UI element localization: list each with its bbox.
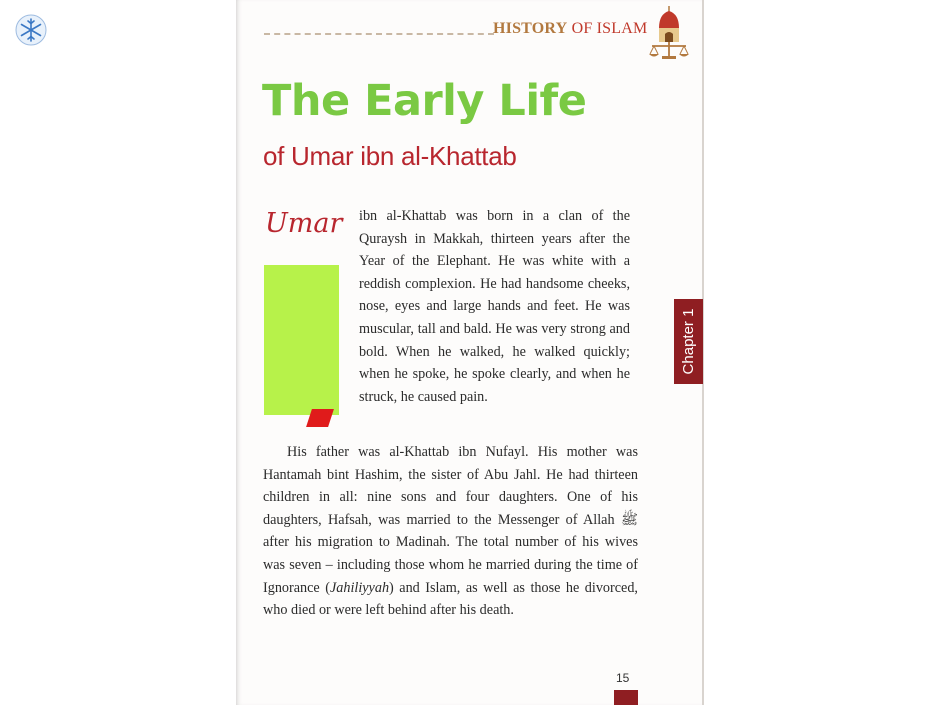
decorative-green-block	[264, 265, 339, 415]
page-marker	[614, 690, 638, 705]
paragraph-2-text-c: ) and Islam, as well as those he divorced, who died or were left behind after his death.	[263, 579, 638, 619]
chapter-tab	[674, 299, 703, 384]
paragraph-2-text-a: His father was al-Khattab ibn Nufayl. His mother was Hantamah bint Hashim, the sister of Abu Jahl. He had thirteen children in all: nine sons and four daughters. One of his daughters, Hafsah, was married to the Messenger of Allah	[263, 444, 638, 528]
dropcap-word: Umar	[265, 208, 343, 239]
snowflake-icon[interactable]	[15, 14, 47, 46]
page-number: 15	[616, 671, 630, 685]
brand-word-history: HISTORY	[493, 20, 568, 37]
chapter-title: The Early Life	[262, 76, 587, 126]
paragraph-2-text-b: after his migration to Madinah. The total number of his wives was seven – including those whom he married during the time of Ignorance (	[263, 534, 638, 596]
chapter-tab-label: Chapter 1	[680, 308, 697, 375]
mosque-scales-icon	[647, 4, 691, 62]
chapter-subtitle: of Umar ibn al-Khattab	[263, 141, 517, 171]
brand-words-of-islam: OF ISLAM	[571, 20, 648, 37]
paragraph-2-italic-term: Jahiliyyah	[329, 579, 390, 596]
paragraph-1: ibn al-Khattab was born in a clan of the Quraysh in Makkah, thirteen years after the Year of the Elephant. He was white with a reddish complexion. He had handsome cheeks, nose, eyes and large hands and feet. He was muscular, tall and bald. He was very strong and bold. When he walked, he walked quickly; when he spoke, he spoke clearly, and when he struck, he caused pain.	[359, 208, 630, 405]
header-rule	[264, 33, 494, 35]
header-brand	[493, 20, 647, 38]
paragraph-2	[263, 441, 638, 622]
honorific-glyph: ﷺ	[620, 511, 638, 528]
